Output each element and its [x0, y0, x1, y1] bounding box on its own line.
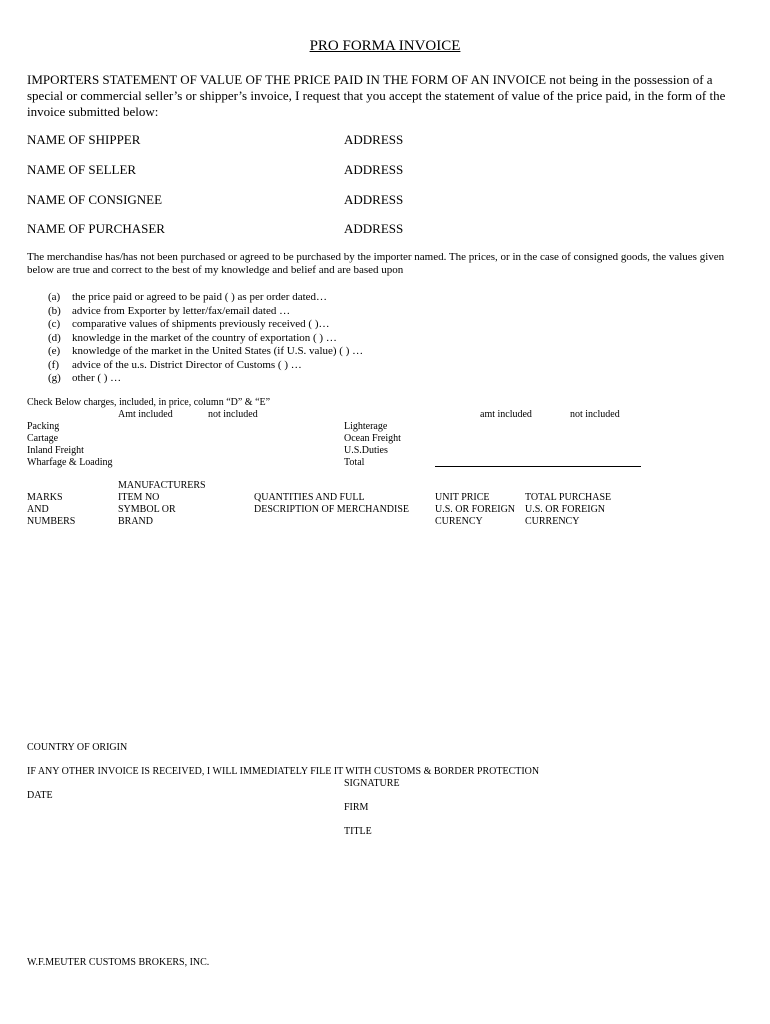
- other-invoice-notice: IF ANY OTHER INVOICE IS RECEIVED, I WILL IMMEDIATELY FILE IT WITH CUSTOMS & BORDER PROTECTION: [27, 766, 540, 777]
- charge-us-duties: U.S.Duties: [344, 445, 388, 456]
- charge-lighterage: Lighterage: [344, 421, 388, 432]
- merchandise-statement: The merchandise has/has not been purchased or agreed to be purchased by the importer named. The prices, or in the case of consigned goods, the values given below are true and correct to the best of my knowledge and belief and are based upon: [27, 251, 725, 276]
- firm-label: FIRM: [344, 802, 369, 813]
- date-label: DATE: [27, 790, 53, 801]
- basis-item-d: (d) knowledge in the market of the country of exportation ( ) …: [48, 331, 337, 344]
- basis-item-a: (a) the price paid or agreed to be paid ( ) as per order dated…: [48, 291, 328, 303]
- purchaser-name-label: NAME OF PURCHASER: [27, 221, 165, 236]
- intro-paragraph: IMPORTERS STATEMENT OF VALUE OF THE PRICE PAID IN THE FORM OF AN INVOICE not being in the possession of a special or commercial seller’s or shipper’s invoice, I request that you accept the statement of value of the price paid, in the form of the invoice submitted below:: [27, 72, 726, 119]
- consignee-address-label: ADDRESS: [344, 192, 404, 207]
- seller-name-label: NAME OF SELLER: [27, 162, 137, 177]
- basis-item-f: (f) advice of the u.s. District Director of Customs ( ) …: [48, 358, 302, 371]
- charge-packing: Packing: [27, 421, 60, 432]
- left-not-included-header: not included: [208, 409, 258, 420]
- basis-item-c: (c) comparative values of shipments previously received ( )…: [48, 318, 330, 330]
- left-amt-included-header: Amt included: [118, 409, 173, 420]
- total-underline: [435, 466, 641, 467]
- charge-ocean-freight: Ocean Freight: [344, 433, 401, 444]
- title-label: TITLE: [344, 826, 372, 837]
- right-amt-included-header: amt included: [480, 409, 532, 420]
- col-unit-price-header: UNIT PRICE U.S. OR FOREIGN CURENCY: [435, 492, 516, 527]
- charges-heading: Check Below charges, included, in price, column “D” & “E”: [27, 397, 271, 408]
- company-name: W.F.MEUTER CUSTOMS BROKERS, INC.: [27, 957, 210, 968]
- right-not-included-header: not included: [570, 409, 620, 420]
- col-marks-header: MARKS AND NUMBERS: [27, 492, 76, 527]
- purchaser-address-label: ADDRESS: [344, 221, 404, 236]
- consignee-name-label: NAME OF CONSIGNEE: [27, 192, 163, 207]
- col-total-purchase-header: TOTAL PURCHASE U.S. OR FOREIGN CURRENCY: [525, 492, 612, 527]
- basis-item-b: (b) advice from Exporter by letter/fax/email dated …: [48, 304, 291, 317]
- basis-item-e: (e) knowledge of the market in the United States (if U.S. value) ( ) …: [48, 345, 364, 357]
- seller-address-label: ADDRESS: [344, 162, 404, 177]
- signature-label: SIGNATURE: [344, 778, 400, 789]
- shipper-address-label: ADDRESS: [344, 132, 404, 147]
- charge-wharfage-loading: Wharfage & Loading: [27, 457, 113, 468]
- country-of-origin-label: COUNTRY OF ORIGIN: [27, 742, 128, 753]
- col-manufacturers-header: MANUFACTURERS ITEM NO SYMBOL OR BRAND: [118, 480, 206, 527]
- shipper-name-label: NAME OF SHIPPER: [27, 132, 141, 147]
- basis-item-g: (g) other ( ) …: [48, 372, 122, 384]
- charge-total: Total: [344, 457, 365, 468]
- document-title: PRO FORMA INVOICE: [309, 38, 461, 54]
- charge-inland-freight: Inland Freight: [27, 445, 84, 456]
- col-quantities-header: QUANTITIES AND FULL DESCRIPTION OF MERCHANDISE: [254, 492, 410, 515]
- charge-cartage: Cartage: [27, 433, 59, 444]
